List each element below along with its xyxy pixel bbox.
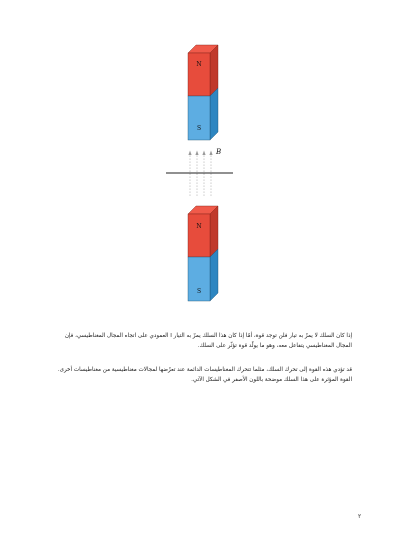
field-label-b: B <box>216 148 222 156</box>
top-magnet-n-label: N <box>196 61 202 68</box>
bottom-magnet-north-side <box>210 206 218 257</box>
top-magnet <box>188 45 218 140</box>
paragraph-force-on-wire: قد تؤدي هذه القوة إلى تحرك السلك، مثلما تتحرك المغناطيسات الدائمة عند تعرّضها لمجالات مغناطيسية من مغناطيسات أخرى. القوة المؤثرة على هذا السلك موضحة باللون الأصفر في الشكل الآتي. <box>57 366 352 384</box>
bottom-magnet-s-label: S <box>196 288 202 295</box>
bottom-magnet-south-side <box>210 249 218 301</box>
bottom-magnet-n-label: N <box>196 223 202 230</box>
paragraph-current-carrying-wire: إذا كان السلك لا يمرّ به تيار فلن توجد قوة، أمّا إذا كان هذا السلك يمرّ به التيار I العمودي على اتجاه المجال المغناطيسي، فإن المجال المغناطيسي يتفاعل معه، وهو ما يولّد قوة تؤثّر على السلك. <box>64 332 352 350</box>
top-magnet-s-label: S <box>196 125 202 132</box>
top-magnet-north-pole <box>188 53 210 96</box>
field-arrowhead <box>195 151 198 156</box>
page-number: ٢ <box>358 513 362 520</box>
magnetic-field-lines <box>190 152 211 196</box>
field-arrowhead <box>209 151 212 156</box>
top-magnet-south-pole <box>188 96 210 140</box>
field-arrowhead <box>202 151 205 156</box>
bottom-magnet <box>188 206 218 301</box>
field-arrowhead <box>188 151 191 156</box>
top-magnet-south-side <box>210 88 218 140</box>
field-arrowheads <box>188 151 212 156</box>
top-magnet-north-side <box>210 45 218 96</box>
bottom-magnet-north-pole <box>188 214 210 257</box>
